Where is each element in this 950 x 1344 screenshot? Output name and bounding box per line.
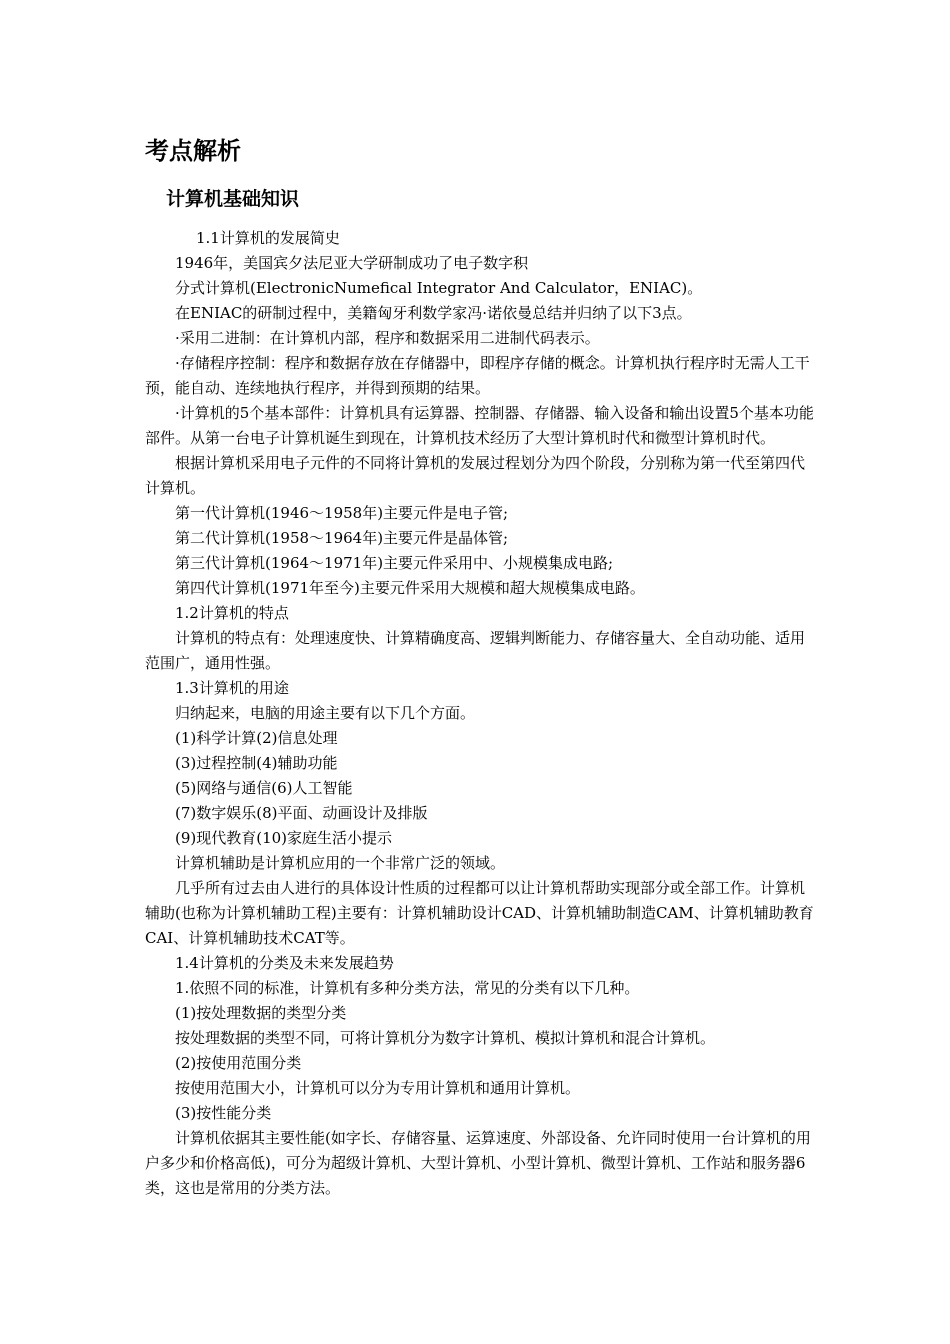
paragraph: 在ENIAC的研制过程中，美籍匈牙利数学家冯·诺依曼总结并归纳了以下3点。 — [175, 304, 692, 322]
paragraph: 1.依照不同的标准，计算机有多种分类方法，常见的分类有以下几种。 — [175, 979, 640, 997]
list-item: (1)按处理数据的类型分类 — [175, 1004, 347, 1022]
bullet-item: ·存储程序控制：程序和数据存放在存储器中，即程序存储的概念。计算机执行程序时无需人工干预，能自动、连续地执行程序，并得到预期的结果。 — [145, 354, 810, 397]
paragraph: 第二代计算机(1958～1964年)主要元件是晶体管; — [175, 529, 509, 547]
paragraph: 按处理数据的类型不同，可将计算机分为数字计算机、模拟计算机和混合计算机。 — [175, 1029, 716, 1047]
bullet-item: ·计算机的5个基本部件：计算机具有运算器、控制器、存储器、输入设备和输出设置5个基本功能部件。从第一台电子计算机诞生到现在，计算机技术经历了大型计算机时代和微型计算机时代。 — [145, 404, 814, 447]
list-item: (2)按使用范围分类 — [175, 1054, 302, 1072]
paragraph: 计算机辅助是计算机应用的一个非常广泛的领域。 — [175, 854, 506, 872]
bullet-item: ·采用二进制：在计算机内部，程序和数据采用二进制代码表示。 — [175, 329, 600, 347]
list-item: (5)网络与通信(6)人工智能 — [175, 779, 353, 797]
list-item: (3)过程控制(4)辅助功能 — [175, 754, 338, 772]
paragraph: 计算机的特点有：处理速度快、计算精确度高、逻辑判断能力、存储容量大、全自动功能、适用范围广，通用性强。 — [145, 629, 806, 672]
paragraph: 1946年，美国宾夕法尼亚大学研制成功了电子数字积 — [175, 254, 529, 272]
list-item: (3)按性能分类 — [175, 1104, 272, 1122]
list-item: (7)数字娱乐(8)平面、动画设计及排版 — [175, 804, 428, 822]
paragraph: 归纳起来，电脑的用途主要有以下几个方面。 — [175, 704, 476, 722]
paragraph: 按使用范围大小，计算机可以分为专用计算机和通用计算机。 — [175, 1079, 581, 1097]
section-heading-1-4: 1.4计算机的分类及未来发展趋势 — [175, 954, 394, 972]
page-title: 考点解析 — [145, 137, 241, 165]
list-item: (1)科学计算(2)信息处理 — [175, 729, 338, 747]
list-item: (9)现代教育(10)家庭生活小提示 — [175, 829, 393, 847]
paragraph: 根据计算机采用电子元件的不同将计算机的发展过程划分为四个阶段，分别称为第一代至第四代计算机。 — [145, 454, 806, 497]
paragraph: 分式计算机(ElectronicNumefical Integrator And Calculator，ENIAC)。 — [175, 279, 703, 297]
paragraph: 第三代计算机(1964～1971年)主要元件采用中、小规模集成电路; — [175, 554, 614, 572]
section-heading-1-2: 1.2计算机的特点 — [175, 604, 289, 622]
paragraph: 几乎所有过去由人进行的具体设计性质的过程都可以让计算机帮助实现部分或全部工作。计算机辅助(也称为计算机辅助工程)主要有：计算机辅助设计CAD、计算机辅助制造CAM、计算机辅助教育CAI、计算机辅助技术CAT等。 — [145, 879, 814, 947]
paragraph: 第一代计算机(1946～1958年)主要元件是电子管; — [175, 504, 509, 522]
paragraph: 计算机依据其主要性能(如字长、存储容量、运算速度、外部设备、允许同时使用一台计算机的用户多少和价格高低)，可分为超级计算机、大型计算机、小型计算机、微型计算机、工作站和服务器6类，这也是常用的分类方法。 — [145, 1129, 811, 1197]
paragraph: 第四代计算机(1971年至今)主要元件采用大规模和超大规模集成电路。 — [175, 579, 645, 597]
section-title: 计算机基础知识 — [166, 188, 300, 210]
section-heading-1-1: 1.1计算机的发展简史 — [196, 229, 340, 247]
section-heading-1-3: 1.3计算机的用途 — [175, 679, 289, 697]
document-body — [145, 226, 815, 1201]
